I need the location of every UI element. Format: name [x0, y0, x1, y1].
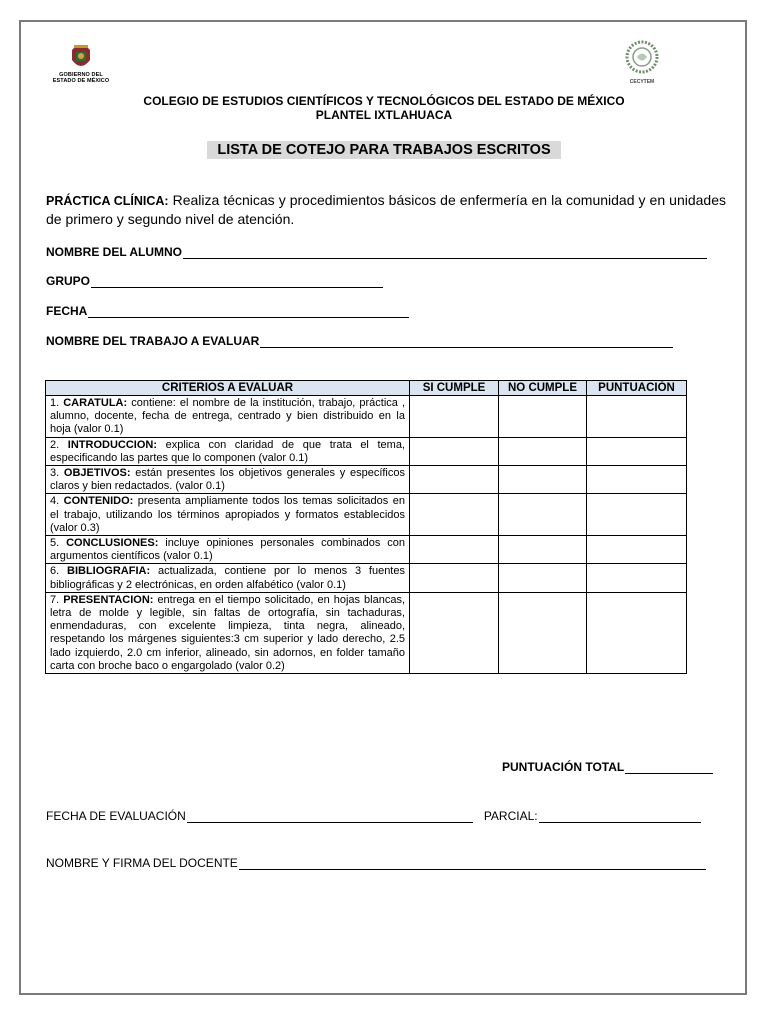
partial-line[interactable] [539, 811, 701, 823]
practice-text: Realiza técnicas y procedimientos básicos de enfermería en la comunidad y en unidades de primero y segundo nivel de atención. [46, 192, 726, 227]
date-field[interactable] [46, 304, 409, 318]
table-row [46, 494, 687, 536]
work-name-line[interactable] [260, 336, 673, 348]
institution-name [0, 94, 768, 122]
header-si-cumple: SI CUMPLE [410, 381, 499, 396]
criterion-cell: 2. INTRODUCCION: explica con claridad de que trata el tema, especificando las partes que lo componen (valor 0.1) [46, 437, 410, 465]
no-cumple-cell[interactable] [499, 536, 587, 564]
header-puntuacion: PUNTUACIÓN [587, 381, 687, 396]
cecytem-logo [622, 40, 662, 86]
puntuacion-cell[interactable] [587, 494, 687, 536]
puntuacion-cell[interactable] [587, 437, 687, 465]
teacher-signature-line[interactable] [239, 858, 706, 870]
no-cumple-cell[interactable] [499, 466, 587, 494]
total-score-line[interactable] [625, 762, 713, 774]
practice-label: PRÁCTICA CLÍNICA: [46, 194, 169, 208]
puntuacion-cell[interactable] [587, 396, 687, 438]
group-label: GRUPO [46, 274, 91, 288]
partial-label: PARCIAL: [483, 809, 538, 823]
institution-line-2: PLANTEL IXTLAHUACA [315, 108, 453, 122]
logo-caption-1: GOBIERNO DEL [59, 72, 103, 78]
no-cumple-cell[interactable] [499, 494, 587, 536]
work-name-field[interactable] [46, 334, 673, 348]
table-row [46, 396, 687, 438]
total-score-field[interactable] [502, 760, 713, 774]
teacher-signature-label: NOMBRE Y FIRMA DEL DOCENTE [46, 856, 238, 870]
table-row [46, 592, 687, 673]
si-cumple-cell[interactable] [410, 396, 499, 438]
si-cumple-cell[interactable] [410, 437, 499, 465]
group-field[interactable] [46, 274, 383, 288]
coat-of-arms-icon [68, 42, 94, 72]
puntuacion-cell[interactable] [587, 564, 687, 592]
no-cumple-cell[interactable] [499, 437, 587, 465]
evaluation-date-line[interactable] [187, 811, 473, 823]
criteria-table [45, 380, 687, 674]
student-name-field[interactable] [46, 245, 707, 259]
work-name-label: NOMBRE DEL TRABAJO A EVALUAR [46, 334, 260, 348]
si-cumple-cell[interactable] [410, 564, 499, 592]
no-cumple-cell[interactable] [499, 564, 587, 592]
student-name-line[interactable] [183, 247, 707, 259]
table-row [46, 437, 687, 465]
cecytem-seal-icon [625, 40, 659, 74]
si-cumple-cell[interactable] [410, 592, 499, 673]
puntuacion-cell[interactable] [587, 536, 687, 564]
criterion-cell: 1. CARATULA: contiene: el nombre de la institución, trabajo, práctica , alumno, docente, fecha de entrega, centrado y bien distribuido en la hoja (valor 0.1) [46, 396, 410, 438]
evaluation-date-label: FECHA DE EVALUACIÓN [46, 809, 186, 823]
criterion-cell: 5. CONCLUSIONES: incluye opiniones personales combinados con argumentos científicos (valor 0.1) [46, 536, 410, 564]
criterion-cell: 6. BIBLIOGRAFIA: actualizada, contiene por lo menos 3 fuentes bibliográficas y 2 electrónicas, en orden alfabético (valor 0.1) [46, 564, 410, 592]
puntuacion-cell[interactable] [587, 592, 687, 673]
si-cumple-cell[interactable] [410, 536, 499, 564]
header-criteria: CRITERIOS A EVALUAR [46, 381, 410, 396]
si-cumple-cell[interactable] [410, 494, 499, 536]
table-row [46, 466, 687, 494]
no-cumple-cell[interactable] [499, 396, 587, 438]
evaluation-date-field[interactable] [46, 809, 701, 823]
criterion-cell: 4. CONTENIDO: presenta ampliamente todos los temas solicitados en el trabajo, utilizando los términos apropiados y formatos establecidos (valor 0.3) [46, 494, 410, 536]
puntuacion-cell[interactable] [587, 466, 687, 494]
table-row [46, 536, 687, 564]
criterion-cell: 3. OBJETIVOS: están presentes los objetivos generales y específicos claros y bien redactados. (valor 0.1) [46, 466, 410, 494]
institution-line-1: COLEGIO DE ESTUDIOS CIENTÍFICOS Y TECNOLÓGICOS DEL ESTADO DE MÉXICO [143, 94, 625, 108]
form-title: LISTA DE COTEJO PARA TRABAJOS ESCRITOS [207, 141, 561, 159]
si-cumple-cell[interactable] [410, 466, 499, 494]
total-score-label: PUNTUACIÓN TOTAL [502, 760, 625, 774]
table-row [46, 564, 687, 592]
group-line[interactable] [91, 276, 383, 288]
cecytem-caption: CECYTEM [629, 79, 655, 85]
criterion-cell: 7. PRESENTACION: entrega en el tiempo solicitado, en hojas blancas, letra de molde y legible, sin faltas de ortografía, sin tachaduras, enmendaduras, con excelente limpieza, tinta negra, alineado, respetando los márgenes siguientes:3 cm superior y lado derecho, 2.5 lado izquierdo, 2.0 cm inferior, alineado, sin adornos, en folder tamaño carta con broche baco o engargolado (valor 0.2) [46, 592, 410, 673]
teacher-signature-field[interactable] [46, 856, 706, 870]
header-no-cumple: NO CUMPLE [499, 381, 587, 396]
date-label: FECHA [46, 304, 88, 318]
state-government-logo [46, 42, 116, 92]
practice-description [46, 191, 726, 228]
student-name-label: NOMBRE DEL ALUMNO [46, 245, 182, 259]
table-header-row [46, 381, 687, 396]
no-cumple-cell[interactable] [499, 592, 587, 673]
logo-caption-2: ESTADO DE MÉXICO [52, 78, 110, 84]
date-line[interactable] [88, 306, 409, 318]
